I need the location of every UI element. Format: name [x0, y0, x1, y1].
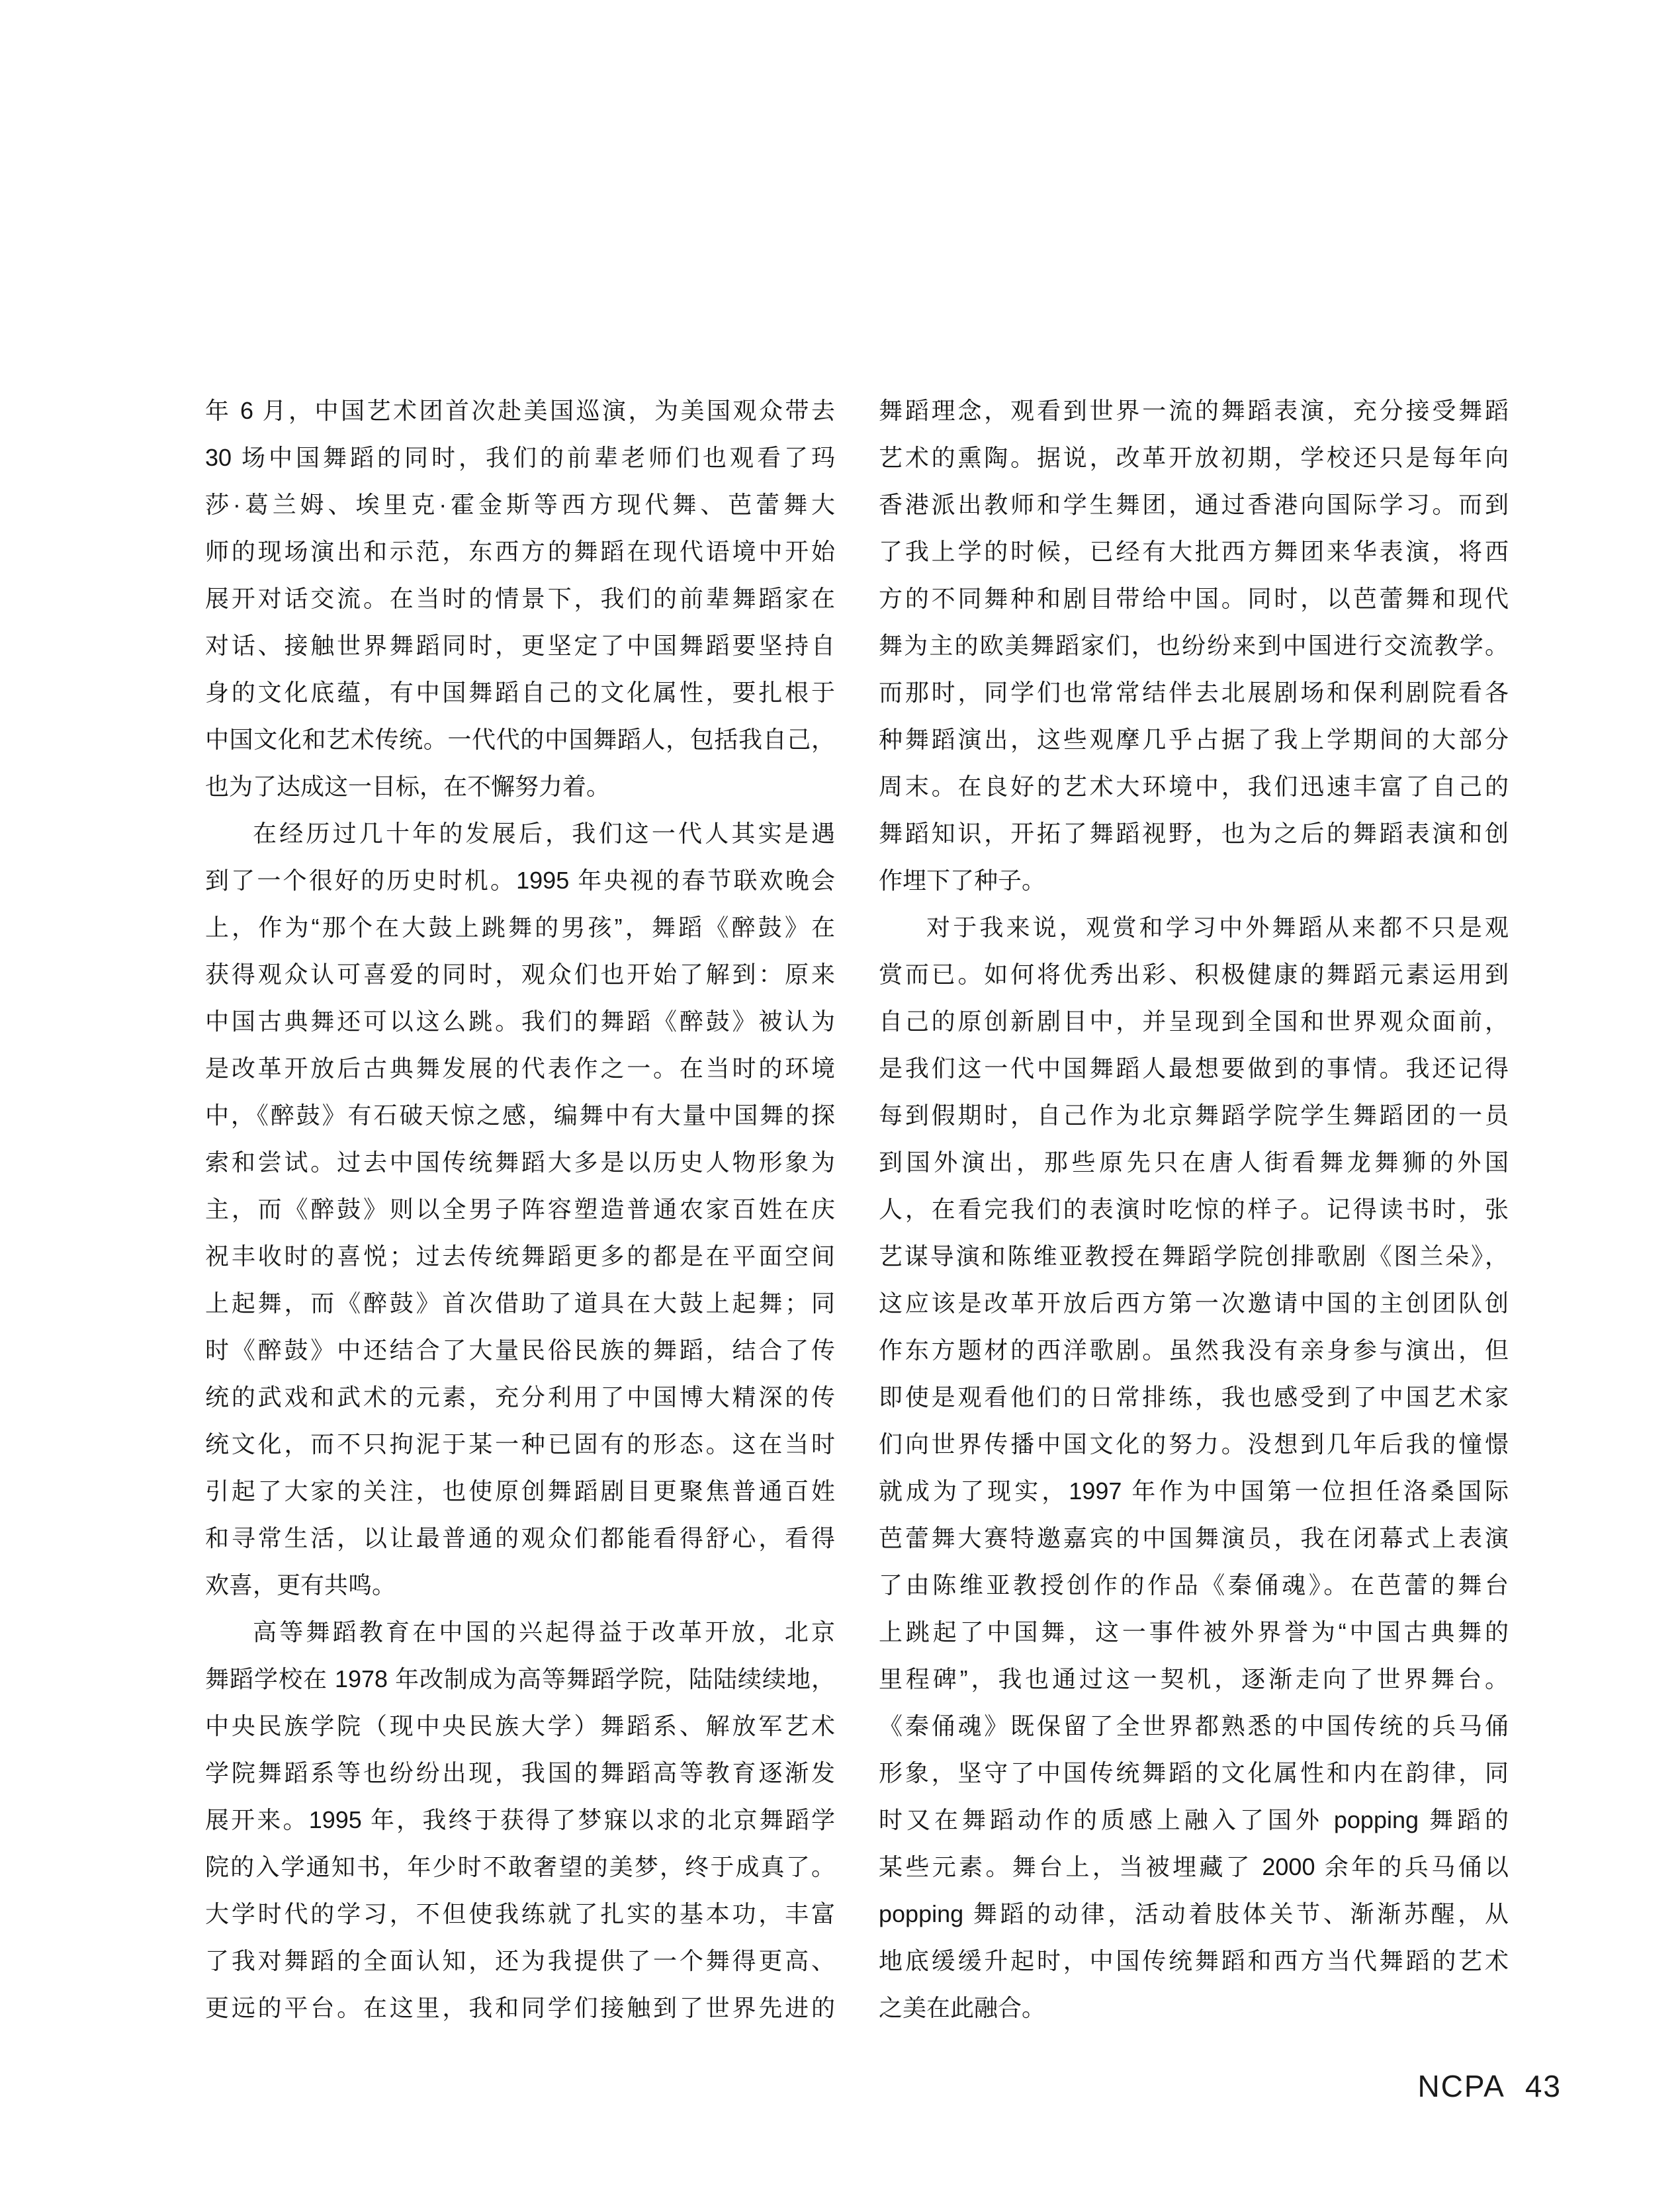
text-line: 也为了达成这一目标，在不懈努力着。: [205, 773, 611, 800]
text-line: 中国文化和艺术传统。一代代的中国舞蹈人，包括我自己，: [205, 726, 835, 753]
text-line: 们向世界传播中国文化的努力。没想到几年后我的憧憬: [879, 1430, 1509, 1458]
text-line: 种舞蹈演出，这些观摩几乎占据了我上学期间的大部分: [879, 726, 1509, 753]
text-line: 周末。在良好的艺术大环境中，我们迅速丰富了自己的: [879, 773, 1509, 800]
text-line: 统的武戏和武术的元素，充分利用了中国博大精深的传: [205, 1383, 835, 1411]
text-line: 索和尝试。过去中国传统舞蹈大多是以历史人物形象为: [205, 1149, 835, 1176]
left-column: [205, 387, 835, 2031]
text-line: 到了一个很好的历史时机。1995 年央视的春节联欢晚会: [205, 867, 835, 894]
text-line: 和寻常生活，以让最普通的观众们都能看得舒心，看得: [205, 1524, 835, 1552]
text-line: 而那时，同学们也常常结伴去北展剧场和保利剧院看各: [879, 679, 1509, 706]
text-line: 了由陈维亚教授创作的作品《秦俑魂》。在芭蕾的舞台: [879, 1571, 1509, 1598]
text-line: 作东方题材的西洋歌剧。虽然我没有亲身参与演出，但: [879, 1336, 1509, 1364]
text-line: 对话、接触世界舞蹈同时，更坚定了中国舞蹈要坚持自: [205, 632, 835, 659]
text-line: 更远的平台。在这里，我和同学们接触到了世界先进的: [205, 1994, 835, 2021]
text-line: 里程碑”，我也通过这一契机，逐渐走向了世界舞台。: [879, 1665, 1509, 1692]
text-line: 舞蹈学校在 1978 年改制成为高等舞蹈学院，陆陆续续地，: [205, 1665, 835, 1692]
text-line: 中，《醉鼓》有石破天惊之感，编舞中有大量中国舞的探: [205, 1102, 835, 1129]
text-line: 《秦俑魂》既保留了全世界都熟悉的中国传统的兵马俑: [879, 1712, 1509, 1739]
text-line: 之美在此融合。: [879, 1994, 1046, 2021]
text-line: 学院舞蹈系等也纷纷出现，我国的舞蹈高等教育逐渐发: [205, 1759, 835, 1786]
text-line: 舞为主的欧美舞蹈家们，也纷纷来到中国进行交流教学。: [879, 632, 1509, 659]
text-line: 某些元素。舞台上，当被埋藏了 2000 余年的兵马俑以: [879, 1853, 1509, 1880]
text-line: 赏而已。如何将优秀出彩、积极健康的舞蹈元素运用到: [879, 961, 1509, 988]
text-line: 展开对话交流。在当时的情景下，我们的前辈舞蹈家在: [205, 585, 835, 612]
text-line: 香港派出教师和学生舞团，通过香港向国际学习。而到: [879, 491, 1509, 518]
text-line: 高等舞蹈教育在中国的兴起得益于改革开放，北京: [253, 1618, 835, 1645]
text-line: 是改革开放后古典舞发展的代表作之一。在当时的环境: [205, 1055, 835, 1082]
text-line: 人，在看完我们的表演时吃惊的样子。记得读书时，张: [879, 1196, 1509, 1223]
text-line: popping 舞蹈的动律，活动着肢体关节、渐渐苏醒，从: [879, 1900, 1509, 1927]
text-line: 莎·葛兰姆、埃里克·霍金斯等西方现代舞、芭蕾舞大: [205, 491, 835, 518]
footer-page-number: 43: [1525, 2069, 1562, 2103]
text-line: 中国古典舞还可以这么跳。我们的舞蹈《醉鼓》被认为: [205, 1008, 835, 1035]
text-line: 上起舞，而《醉鼓》首次借助了道具在大鼓上起舞；同: [205, 1290, 835, 1317]
text-line: 对于我来说，观赏和学习中外舞蹈从来都不只是观: [926, 914, 1509, 941]
text-line: 艺谋导演和陈维亚教授在舞蹈学院创排歌剧《图兰朵》，: [879, 1243, 1509, 1270]
text-line: 时《醉鼓》中还结合了大量民俗民族的舞蹈，结合了传: [205, 1336, 835, 1364]
text-line: 院的入学通知书，年少时不敢奢望的美梦，终于成真了。: [205, 1853, 835, 1880]
text-line: 上，作为“那个在大鼓上跳舞的男孩”，舞蹈《醉鼓》在: [205, 914, 835, 941]
text-line: 统文化，而不只拘泥于某一种已固有的形态。这在当时: [205, 1430, 835, 1458]
text-line: 每到假期时，自己作为北京舞蹈学院学生舞蹈团的一员: [879, 1102, 1509, 1129]
footer-brand: NCPA: [1417, 2069, 1505, 2103]
text-line: 年 6 月，中国艺术团首次赴美国巡演，为美国观众带去: [205, 397, 835, 424]
text-line: 获得观众认可喜爱的同时，观众们也开始了解到：原来: [205, 961, 835, 988]
text-line: 舞蹈理念，观看到世界一流的舞蹈表演，充分接受舞蹈: [879, 397, 1509, 424]
text-line: 方的不同舞种和剧目带给中国。同时，以芭蕾舞和现代: [879, 585, 1509, 612]
text-line: 即使是观看他们的日常排练，我也感受到了中国艺术家: [879, 1383, 1509, 1411]
text-line: 身的文化底蕴，有中国舞蹈自己的文化属性，要扎根于: [205, 679, 835, 706]
text-line: 欢喜，更有共鸣。: [205, 1571, 396, 1598]
text-line: 上跳起了中国舞，这一事件被外界誉为“中国古典舞的: [879, 1618, 1509, 1645]
text-line: 作埋下了种子。: [879, 867, 1046, 894]
text-line: 30 场中国舞蹈的同时，我们的前辈老师们也观看了玛: [205, 444, 835, 471]
text-line: 地底缓缓升起时，中国传统舞蹈和西方当代舞蹈的艺术: [879, 1947, 1509, 1974]
text-line: 了我上学的时候，已经有大批西方舞团来华表演，将西: [879, 538, 1509, 565]
text-line: 祝丰收时的喜悦；过去传统舞蹈更多的都是在平面空间: [205, 1243, 835, 1270]
right-column: [879, 387, 1509, 2031]
text-line: 大学时代的学习，不但使我练就了扎实的基本功，丰富: [205, 1900, 835, 1927]
text-line: 是我们这一代中国舞蹈人最想要做到的事情。我还记得: [879, 1055, 1509, 1082]
text-line: 就成为了现实，1997 年作为中国第一位担任洛桑国际: [879, 1477, 1509, 1505]
text-line: 舞蹈知识，开拓了舞蹈视野，也为之后的舞蹈表演和创: [879, 820, 1509, 847]
text-line: 芭蕾舞大赛特邀嘉宾的中国舞演员，我在闭幕式上表演: [879, 1524, 1509, 1552]
text-line: 在经历过几十年的发展后，我们这一代人其实是遇: [253, 820, 835, 847]
text-line: 形象，坚守了中国传统舞蹈的文化属性和内在韵律，同: [879, 1759, 1509, 1786]
text-line: 师的现场演出和示范，东西方的舞蹈在现代语境中开始: [205, 538, 835, 565]
text-line: 中央民族学院（现中央民族大学）舞蹈系、解放军艺术: [205, 1712, 835, 1739]
text-line: 时又在舞蹈动作的质感上融入了国外 popping 舞蹈的: [879, 1806, 1509, 1833]
page-footer: [1417, 2068, 1562, 2104]
text-line: 艺术的熏陶。据说，改革开放初期，学校还只是每年向: [879, 444, 1509, 471]
text-line: 了我对舞蹈的全面认知，还为我提供了一个舞得更高、: [205, 1947, 835, 1974]
text-line: 展开来。1995 年，我终于获得了梦寐以求的北京舞蹈学: [205, 1806, 835, 1833]
text-line: 到国外演出，那些原先只在唐人街看舞龙舞狮的外国: [879, 1149, 1509, 1176]
text-line: 引起了大家的关注，也使原创舞蹈剧目更聚焦普通百姓: [205, 1477, 835, 1505]
text-line: 自己的原创新剧目中，并呈现到全国和世界观众面前，: [879, 1008, 1509, 1035]
text-line: 主，而《醉鼓》则以全男子阵容塑造普通农家百姓在庆: [205, 1196, 835, 1223]
text-line: 这应该是改革开放后西方第一次邀请中国的主创团队创: [879, 1290, 1509, 1317]
